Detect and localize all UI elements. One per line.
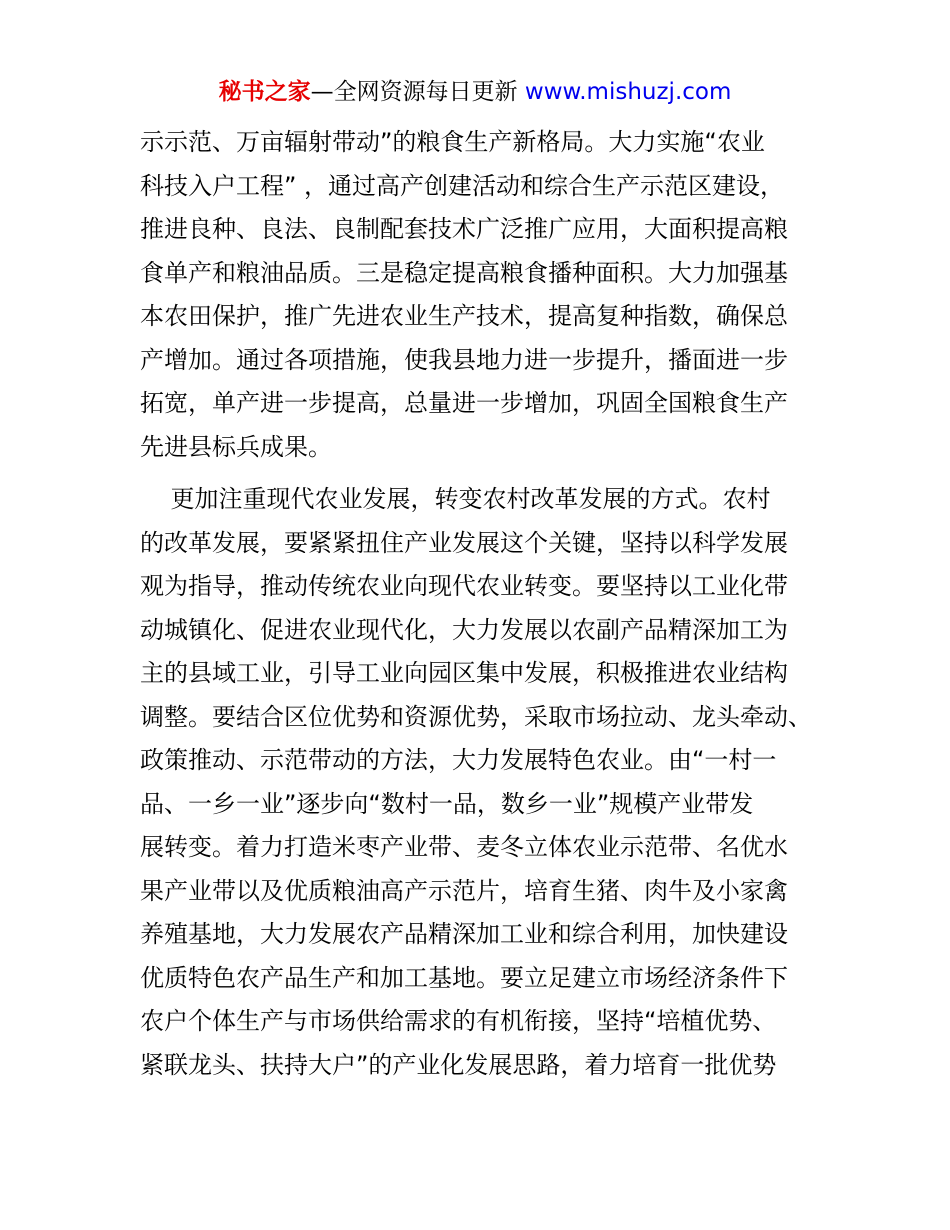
text-line: 主的县域工业，引导工业向园区集中发展，积极推进农业结构 bbox=[140, 659, 788, 687]
text-line: 养殖基地，大力发展农产品精深加工业和综合利用，加快建设 bbox=[140, 920, 788, 948]
text-line: 紧联龙头、扶持大户”的产业化发展思路，着力培育一批优势 bbox=[140, 1050, 777, 1079]
text-line: 产增加。通过各项措施，使我县地力进一步提升，播面进一步 bbox=[140, 345, 788, 374]
text-line: 果产业带以及优质粮油高产示范片，培育生猪、肉牛及小家禽 bbox=[140, 876, 788, 905]
paragraph-1 bbox=[140, 121, 820, 469]
document-body bbox=[140, 121, 820, 1087]
text-line: 先进县标兵成果。 bbox=[140, 432, 332, 461]
text-line: 科技入户工程” ，通过高产创建活动和综合生产示范区建设， bbox=[140, 171, 785, 200]
text-line: 动城镇化、促进农业现代化，大力发展以农副产品精深加工为 bbox=[140, 615, 788, 644]
site-url-link[interactable]: www.mishuzj.com bbox=[524, 79, 732, 105]
paragraph-2 bbox=[140, 478, 820, 1087]
text-line: 农户个体生产与市场供给需求的有机衔接，坚持“培植优势、 bbox=[140, 1007, 777, 1035]
paragraph-gap bbox=[140, 469, 820, 478]
text-line: 政策推动、示范带动的方法，大力发展特色农业。由“一村一 bbox=[140, 746, 777, 774]
text-line: 示示范、万亩辐射带动”的粮食生产新格局。大力实施“农业 bbox=[140, 128, 765, 156]
text-line: 拓宽，单产进一步提高，总量进一步增加，巩固全国粮食生产 bbox=[140, 389, 788, 417]
header-tagline: —全网资源每日更新 bbox=[310, 79, 518, 105]
brand-name: 秘书之家 bbox=[218, 79, 311, 105]
text-line: 观为指导，推动传统农业向现代农业转变。要坚持以工业化带 bbox=[140, 572, 788, 600]
text-line: 食单产和粮油品质。三是稳定提高粮食播种面积。大力加强基 bbox=[140, 258, 788, 287]
text-line: 优质特色农产品生产和加工基地。要立足建立市场经济条件下 bbox=[140, 963, 788, 992]
page-header bbox=[0, 76, 950, 108]
text-line: 更加注重现代农业发展，转变农村改革发展的方式。农村 bbox=[140, 485, 771, 513]
text-line: 本农田保护，推广先进农业生产技术，提高复种指数，确保总 bbox=[140, 302, 788, 330]
text-line: 品、一乡一业”逐步向“数村一品，数乡一业”规模产业带发 bbox=[140, 789, 754, 818]
text-line: 展转变。着力打造米枣产业带、麦冬立体农业示范带、名优水 bbox=[140, 833, 788, 861]
text-line: 调整。要结合区位优势和资源优势，采取市场拉动、龙头牵动、 bbox=[140, 702, 812, 731]
text-line: 推进良种、良法、良制配套技术广泛推广应用，大面积提高粮 bbox=[140, 215, 788, 243]
text-line: 的改革发展，要紧紧扭住产业发展这个关键，坚持以科学发展 bbox=[140, 528, 788, 557]
